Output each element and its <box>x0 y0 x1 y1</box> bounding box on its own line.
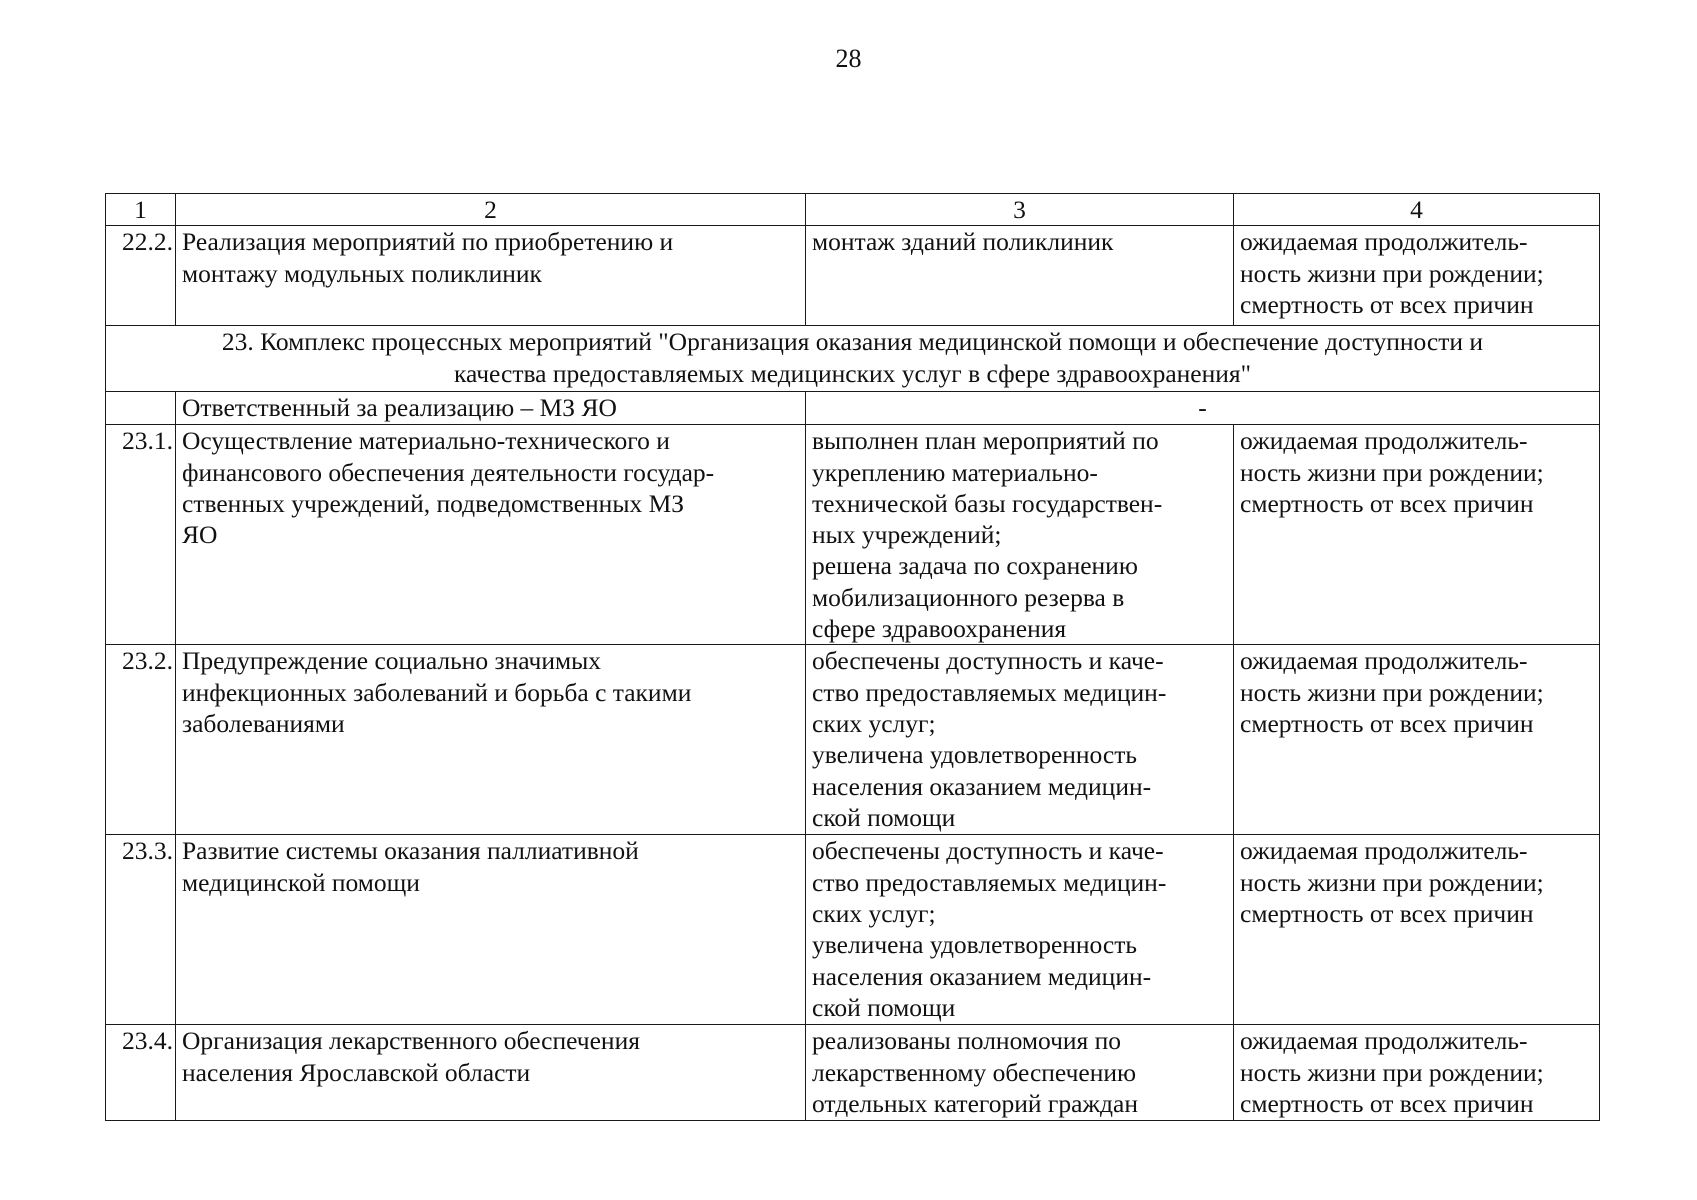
activity-cell: Предупреждение социально значимых инфекционных заболеваний и борьба с такими заболеваниями <box>176 645 806 835</box>
page-number: 28 <box>835 44 862 73</box>
result-cell: монтаж зданий поликлиник <box>806 226 1234 326</box>
column-number-1: 1 <box>106 194 176 226</box>
responsible-value: - <box>806 392 1600 425</box>
measures-table <box>105 193 1600 1121</box>
row-number: 23.3. <box>106 835 176 1025</box>
column-number-2: 2 <box>176 194 806 226</box>
result-cell: выполнен план мероприятий по укреплению материально- технической базы государствен- ных учреждений; решена задача по сохранению мобилизационного резерва в сфере здравоохранения <box>806 425 1234 645</box>
table-row <box>106 425 1600 645</box>
activity-cell: Организация лекарственного обеспечения населения Ярославской области <box>176 1025 806 1121</box>
section-title: 23. Комплекс процессных мероприятий "Организация оказания медицинской помощи и обеспечение доступности и качества предоставляемых медицинских услуг в сфере здравоохранения" <box>106 326 1600 392</box>
row-number: 23.2. <box>106 645 176 835</box>
indicator-cell: ожидаемая продолжитель- ность жизни при рождении; смертность от всех причин <box>1234 835 1600 1025</box>
responsible-label: Ответственный за реализацию – МЗ ЯО <box>176 392 806 425</box>
row-number: 23.4. <box>106 1025 176 1121</box>
activity-cell: Реализация мероприятий по приобретению и монтажу модульных поликлиник <box>176 226 806 326</box>
row-number: 22.2. <box>106 226 176 326</box>
indicator-cell: ожидаемая продолжитель- ность жизни при рождении; смертность от всех причин <box>1234 425 1600 645</box>
column-number-3: 3 <box>806 194 1234 226</box>
result-cell: обеспечены доступность и каче- ство предоставляемых медицин- ских услуг; увеличена удовлетворенность населения оказанием медицин- ской помощи <box>806 645 1234 835</box>
table-row <box>106 226 1600 326</box>
column-numbers-row <box>106 194 1600 226</box>
row-number: 23.1. <box>106 425 176 645</box>
section-title-row <box>106 326 1600 392</box>
table-row <box>106 835 1600 1025</box>
responsible-row <box>106 392 1600 425</box>
indicator-cell: ожидаемая продолжитель- ность жизни при рождении; смертность от всех причин <box>1234 226 1600 326</box>
result-cell: реализованы полномочия по лекарственному обеспечению отдельных категорий граждан <box>806 1025 1234 1121</box>
table-row <box>106 1025 1600 1121</box>
table-row <box>106 645 1600 835</box>
activity-cell: Осуществление материально-технического и финансового обеспечения деятельности государ- ственных учреждений, подведомственных МЗ ЯО <box>176 425 806 645</box>
indicator-cell: ожидаемая продолжитель- ность жизни при рождении; смертность от всех причин <box>1234 1025 1600 1121</box>
activity-cell: Развитие системы оказания паллиативной медицинской помощи <box>176 835 806 1025</box>
responsible-empty-cell <box>106 392 176 425</box>
result-cell: обеспечены доступность и каче- ство предоставляемых медицин- ских услуг; увеличена удовлетворенность населения оказанием медицин- ской помощи <box>806 835 1234 1025</box>
column-number-4: 4 <box>1234 194 1600 226</box>
indicator-cell: ожидаемая продолжитель- ность жизни при рождении; смертность от всех причин <box>1234 645 1600 835</box>
